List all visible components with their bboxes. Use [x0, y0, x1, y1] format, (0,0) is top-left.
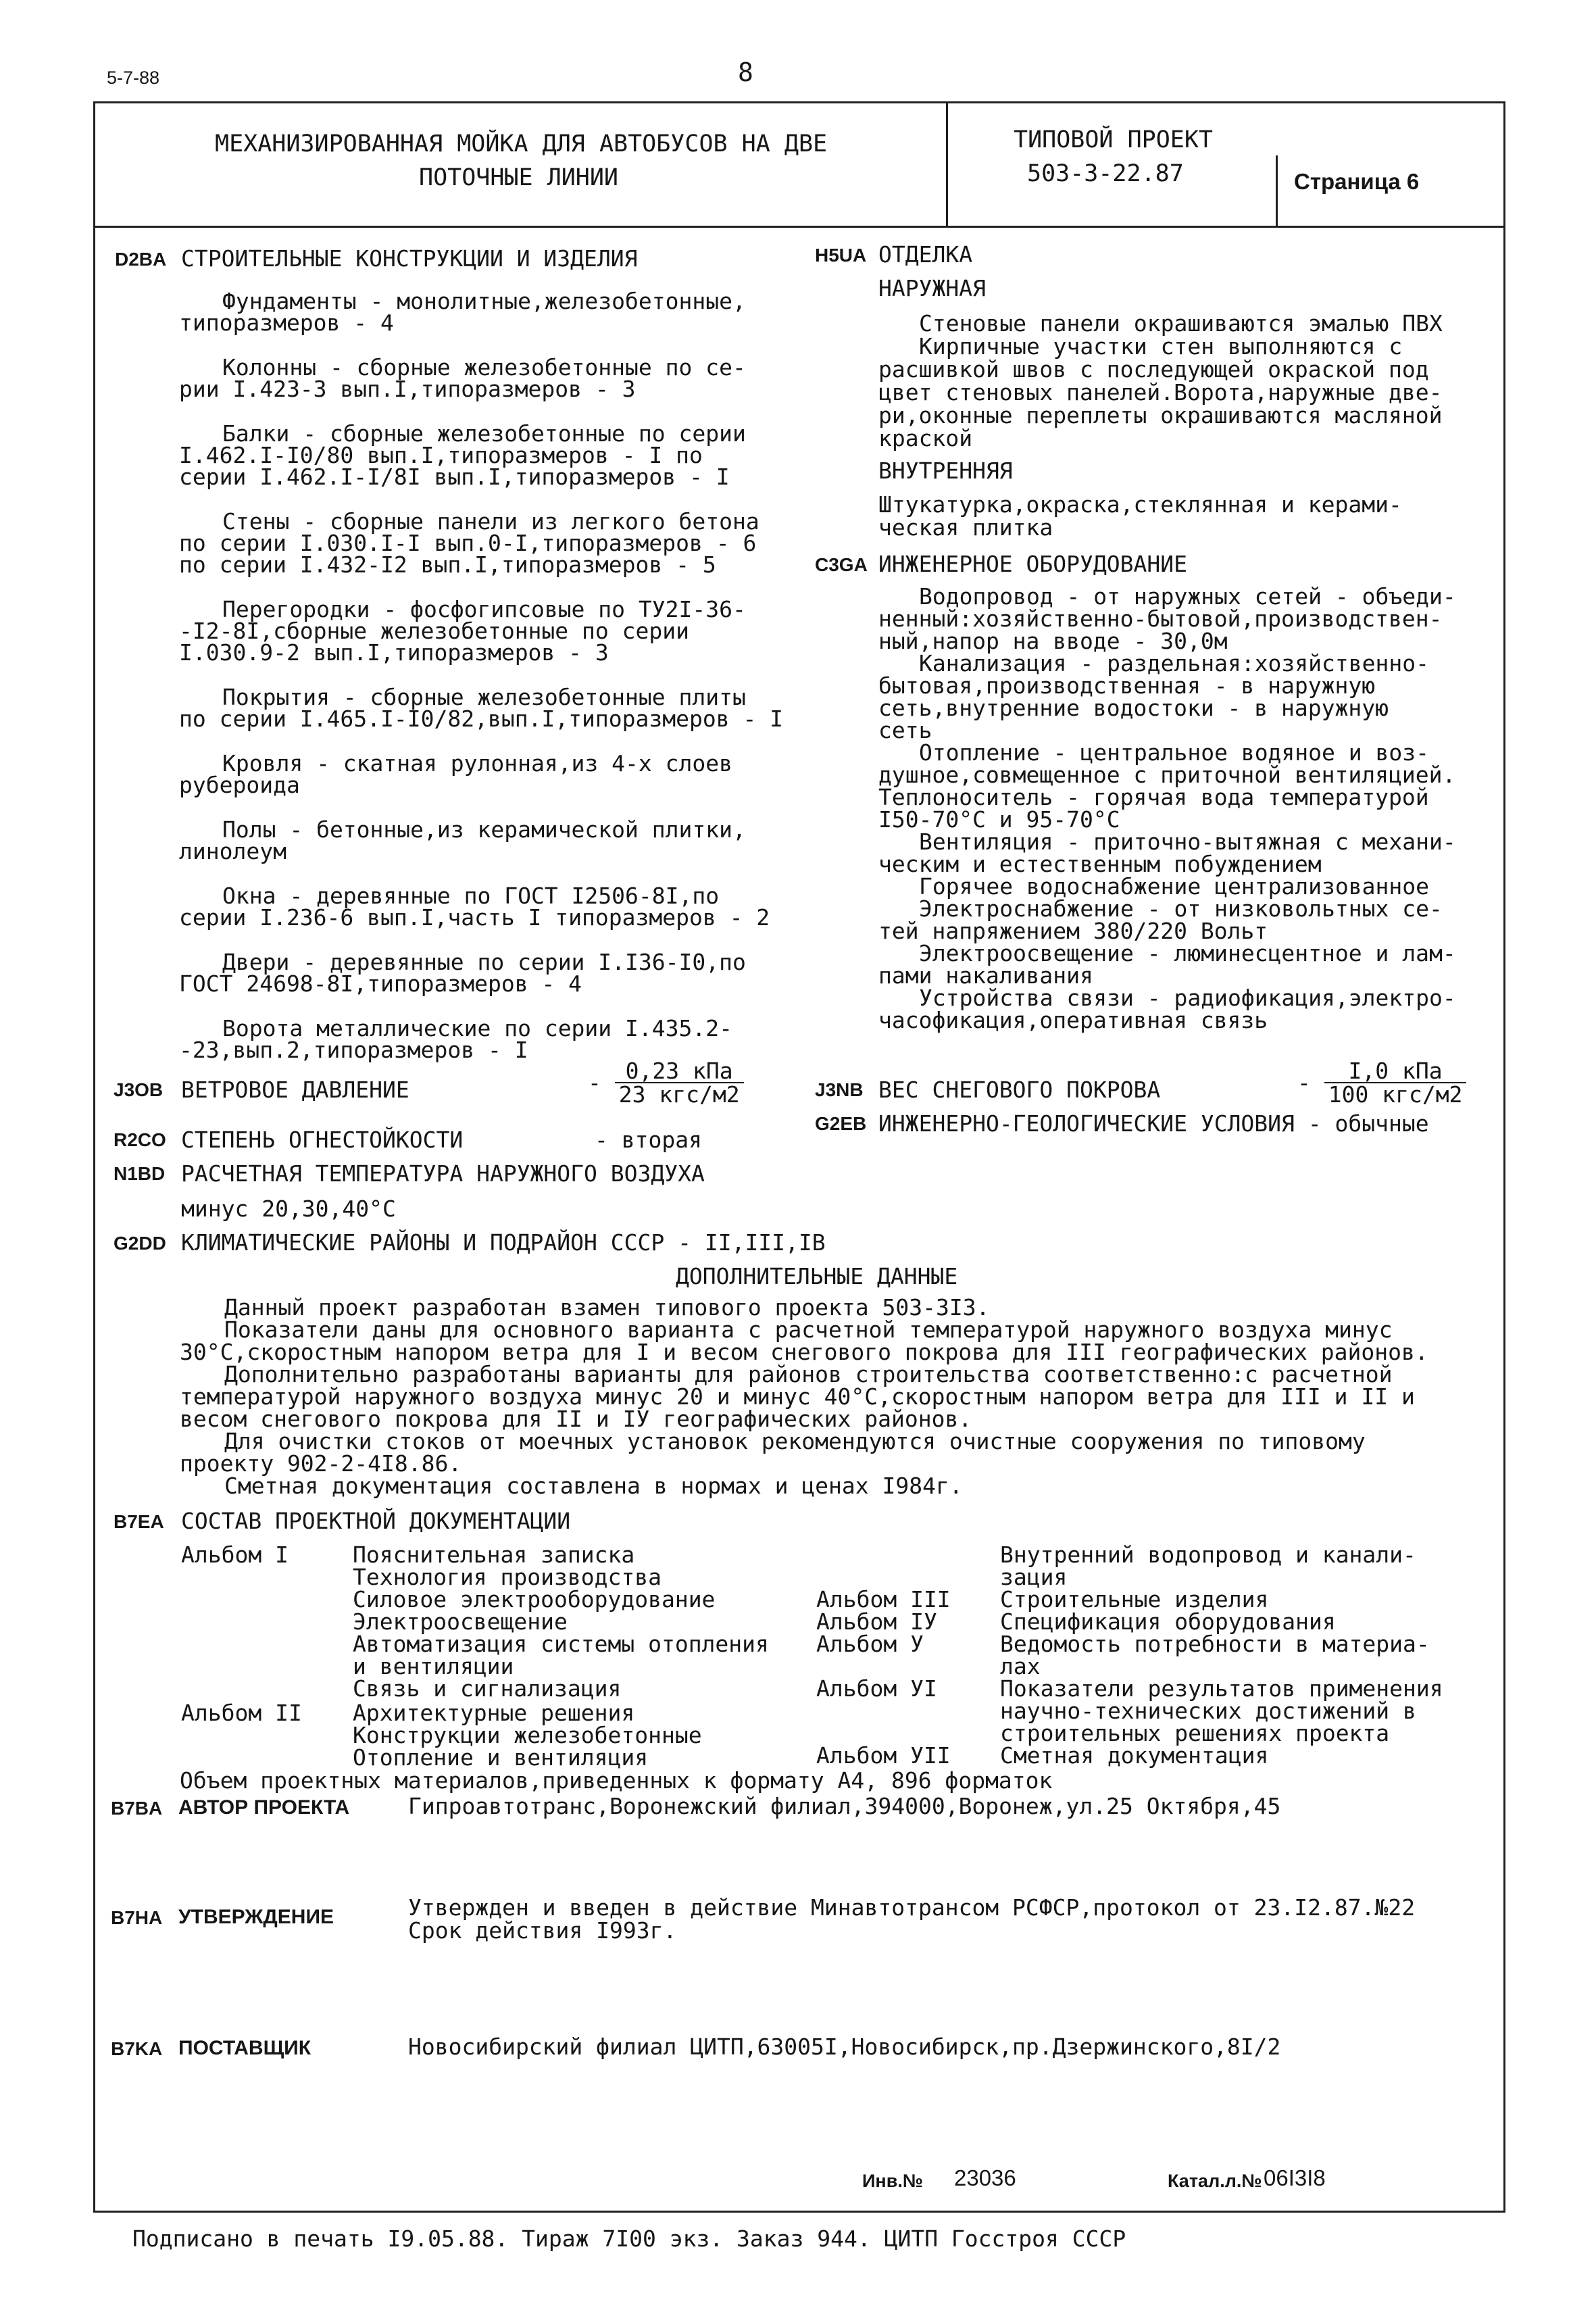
additional-text-line: 30°C,скоростным напором ветра для I и весом снегового покрова для III географических районов.	[180, 1339, 1428, 1365]
construction-item-line: Покрытия - сборные железобетонные плиты	[222, 684, 746, 710]
approval-line2: Срок действия I993г.	[408, 1917, 677, 1944]
section-title-construction: СТРОИТЕЛЬНЫЕ КОНСТРУКЦИИ И ИЗДЕЛИЯ	[181, 245, 638, 272]
construction-item	[179, 1015, 828, 1063]
additional-text-line: Дополнительно разработаны варианты для районов строительства соответственно:с расчетной	[224, 1361, 1393, 1387]
album-text-line: зация	[1000, 1564, 1068, 1590]
snow-label: ВЕС СНЕГОВОГО ПОКРОВА	[878, 1077, 1161, 1103]
construction-item-line: Фундаменты - монолитные,железобетонные,	[222, 288, 746, 314]
album1-item: Технология производства	[353, 1564, 662, 1590]
volume-text: Объем проектных материалов,приведенных к формату А4, 896 форматок	[180, 1767, 1053, 1794]
engineering-text-line: бытовая,производственная - в наружную	[878, 672, 1376, 699]
construction-item-line: серии I.462.I-I/8I вып.I,типоразмеров - I	[179, 464, 730, 490]
project-label: ТИПОВОЙ ПРОЕКТ	[1014, 126, 1214, 153]
album-row	[816, 1744, 1492, 1767]
construction-item-line: I.462.I-I0/80 вып.I,типоразмеров - I по	[179, 442, 703, 468]
engineering-text-line: Электроосвещение - люминесцентное и лам-	[919, 940, 1456, 966]
album2-items	[353, 1702, 702, 1769]
temp-value: минус 20,30,40°C	[181, 1196, 396, 1222]
album2-label: Альбом II	[181, 1700, 302, 1726]
exterior-label: НАРУЖНАЯ	[878, 275, 986, 301]
engineering-text-line: сеть	[878, 717, 932, 743]
inventory-value: 23036	[954, 2165, 1016, 2190]
header-vline-1	[946, 101, 948, 227]
construction-item	[179, 684, 828, 732]
construction-item	[179, 420, 828, 490]
page-number: 8	[738, 57, 753, 87]
construction-item-line: Колонны - сборные железобетонные по се-	[222, 354, 746, 380]
composition-code: B7EA	[114, 1511, 164, 1532]
album2-item: Отопление и вентиляция	[353, 1744, 649, 1771]
snow-denominator: 100 кгс/м2	[1328, 1081, 1463, 1108]
construction-item-line: -I2-8I,сборные железобетонные по серии	[179, 618, 689, 644]
album1-item: Пояснительная записка	[353, 1542, 635, 1568]
construction-item	[179, 288, 828, 336]
construction-item-line: по серии I.465.I-I0/82,вып.I,типоразмеров - I	[179, 706, 784, 732]
album1-item: Силовое электрооборудование	[353, 1586, 716, 1613]
snow-value	[1297, 1060, 1466, 1106]
engineering-text-line: ный,напор на вводе - 30,0м	[878, 628, 1228, 654]
construction-item-line: типоразмеров - 4	[179, 310, 394, 336]
supplier-code: B7KA	[111, 2038, 163, 2059]
album1-item: Связь и сигнализация	[353, 1675, 622, 1702]
album-text-line: Ведомость потребности в материа-	[1000, 1631, 1430, 1657]
section-code-d2ba: D2BA	[115, 249, 167, 270]
section-title-engineering: ИНЖЕНЕРНОЕ ОБОРУДОВАНИЕ	[878, 551, 1187, 577]
exterior-text-line: расшивкой швов с последующей окраской под	[878, 356, 1429, 383]
section-code-h5ua: H5UA	[815, 245, 867, 266]
engineering-text	[878, 585, 1493, 1031]
additional-text-line: проекту 902-2-4I8.86.	[180, 1450, 462, 1477]
engineering-text-line: Отопление - центральное водяное и воз-	[919, 739, 1429, 766]
fire-code: R2CO	[114, 1129, 166, 1150]
catalog-value: 06I3I8	[1264, 2165, 1326, 2190]
construction-item	[179, 816, 828, 864]
right-albums	[816, 1544, 1492, 1767]
interior-text-line: Штукатурка,окраска,стеклянная и керами-	[878, 491, 1402, 518]
author-label: АВТОР ПРОЕКТА	[178, 1796, 350, 1819]
construction-item	[179, 596, 828, 666]
construction-item-line: Окна - деревянные по ГОСТ I2506-8I,по	[222, 883, 720, 909]
approval-line1: Утвержден и введен в действие Минавтотрансом РСФСР,протокол от 23.I2.87.№22	[408, 1894, 1416, 1921]
wind-code: J3OB	[114, 1079, 164, 1100]
construction-item-line: по серии I.432-I2 вып.I,типоразмеров - 5	[179, 551, 716, 578]
author-code: B7BA	[111, 1798, 163, 1819]
album1-item: и вентиляции	[353, 1653, 514, 1679]
additional-text-line: температурой наружного воздуха минус 20 и минус 40°C,скоростным напором ветра для III и II и	[180, 1383, 1415, 1410]
supplier-text: Новосибирский филиал ЦИТП,63005I,Новосибирск,пр.Дзержинского,8I/2	[408, 2034, 1281, 2060]
header-vline-2	[1276, 155, 1278, 227]
construction-item-line: Ворота металлические по серии I.435.2-	[222, 1015, 732, 1041]
construction-item-line: Полы - бетонные,из керамической плитки,	[222, 816, 746, 843]
header-divider	[93, 226, 1505, 228]
engineering-text-line: I50-70°C и 95-70°C	[878, 806, 1120, 833]
construction-item-line: -23,вып.2,типоразмеров - I	[179, 1037, 528, 1063]
construction-item-line: Двери - деревянные по серии I.I36-I0,по	[222, 949, 746, 975]
construction-item	[179, 885, 828, 929]
album1-items	[353, 1544, 769, 1700]
project-code: 503-3-22.87	[1027, 160, 1184, 187]
interior-text-line: ческая плитка	[878, 514, 1053, 541]
additional-text-line: Данный проект разработан взамен типового проекта 503-3I3.	[224, 1294, 990, 1321]
engineering-text-line: Электроснабжение - от низковольтных се-	[919, 895, 1443, 922]
header-title-line2: ПОТОЧНЫЕ ЛИНИИ	[419, 164, 619, 191]
construction-item-line: Балки - сборные железобетонные по серии	[222, 420, 746, 447]
construction-item-line: Кровля - скатная рулонная,из 4-х слоев	[222, 750, 732, 777]
additional-title: ДОПОЛНИТЕЛЬНЫЕ ДАННЫЕ	[676, 1263, 958, 1289]
engineering-text-line: пами накаливания	[878, 962, 1093, 989]
album-row	[816, 1633, 1492, 1677]
engineering-text-line: Горячее водоснабжение централизованное	[919, 873, 1429, 900]
album1-label: Альбом I	[181, 1542, 289, 1568]
album-label: Альбом IУ	[816, 1608, 937, 1635]
album-row	[816, 1544, 1492, 1588]
engineering-text-line: сеть,внутренние водостоки - в наружную	[878, 695, 1389, 721]
construction-item-line: Перегородки - фосфогипсовые по ТУ2I-36-	[222, 596, 746, 622]
exterior-text-line: Кирпичные участки стен выполняются с	[919, 333, 1403, 360]
album2-item: Архитектурные решения	[353, 1700, 635, 1726]
album-text-line: научно-технических достижений в	[1000, 1698, 1416, 1724]
album-label: Альбом III	[816, 1586, 951, 1613]
climate-code: G2DD	[114, 1233, 166, 1254]
engineering-text-line: Устройства связи - радиофикация,электро-	[919, 985, 1456, 1011]
catalog-label: Катал.л.№	[1168, 2171, 1262, 2191]
album-text-line: Спецификация оборудования	[1000, 1608, 1336, 1635]
wind-dash: -	[588, 1069, 615, 1096]
climate-label: КЛИМАТИЧЕСКИЕ РАЙОНЫ И ПОДРАЙОН СССР - II,III,IB	[181, 1229, 826, 1256]
snow-code: J3NB	[815, 1079, 864, 1100]
geo-label: ИНЖЕНЕРНО-ГЕОЛОГИЧЕСКИЕ УСЛОВИЯ - обычные	[878, 1110, 1429, 1137]
engineering-text-line: Вентиляция - приточно-вытяжная с механи-	[919, 829, 1456, 855]
construction-item	[179, 750, 828, 798]
snow-dash: -	[1297, 1069, 1324, 1096]
additional-text-line: Для очистки стоков от моечных установок рекомендуются очистные сооружения по типовому	[224, 1428, 1366, 1454]
additional-text	[180, 1296, 1497, 1497]
document-date: 5-7-88	[107, 68, 160, 88]
engineering-text-line: душное,совмещенное с приточной вентиляцией.	[878, 762, 1456, 788]
engineering-text-line: часофикация,оперативная связь	[878, 1007, 1268, 1033]
construction-item-line: серии I.236-6 вып.I,часть I типоразмеров - 2	[179, 904, 770, 931]
construction-item-line: I.030.9-2 вып.I,типоразмеров - 3	[179, 639, 609, 666]
page-label: Страница 6	[1294, 169, 1420, 194]
album-text-line: Строительные изделия	[1000, 1586, 1269, 1613]
album-text-line: Показатели результатов применения	[1000, 1675, 1443, 1702]
approval-label: УТВЕРЖДЕНИЕ	[178, 1906, 334, 1928]
construction-item	[179, 354, 828, 402]
wind-label: ВЕТРОВОЕ ДАВЛЕНИЕ	[181, 1077, 409, 1103]
snow-numerator: I,0 кПа	[1324, 1060, 1467, 1083]
construction-item-line: рии I.423-3 вып.I,типоразмеров - 3	[179, 376, 636, 402]
album1-item: Автоматизация системы отопления	[353, 1631, 769, 1657]
album-row	[816, 1677, 1492, 1744]
exterior-text-line: ри,оконные переплеты окрашиваются масляной	[878, 402, 1443, 428]
engineering-text-line: тей напряжением 380/220 Вольт	[878, 918, 1268, 944]
album-label: Альбом УI	[816, 1675, 937, 1702]
wind-denominator: 23 кгс/м2	[618, 1081, 740, 1108]
album-row	[816, 1610, 1492, 1633]
approval-code: B7HA	[111, 1907, 163, 1928]
engineering-text-line: ненный:хозяйственно-бытовой,производствен-	[878, 606, 1443, 632]
engineering-text-line: ческим и естественным побуждением	[878, 851, 1322, 877]
construction-item-line: ГОСТ 24698-8I,типоразмеров - 4	[179, 970, 582, 997]
album-text-line: строительных решениях проекта	[1000, 1720, 1390, 1746]
inventory-label: Инв.№	[862, 2171, 923, 2191]
composition-title: СОСТАВ ПРОЕКТНОЙ ДОКУМЕНТАЦИИ	[181, 1508, 571, 1534]
section-title-finishing: ОТДЕЛКА	[878, 241, 973, 268]
album-text-line: Сметная документация	[1000, 1742, 1269, 1769]
wind-fraction	[615, 1060, 744, 1106]
album1-item: Электроосвещение	[353, 1608, 568, 1635]
exterior-text-line: цвет стеновых панелей.Ворота,наружные две-	[878, 379, 1443, 405]
album-label: Альбом У	[816, 1631, 924, 1657]
album-text-line: Внутренний водопровод и канали-	[1000, 1542, 1416, 1568]
fire-value: - вторая	[595, 1127, 702, 1153]
additional-text-line: Показатели даны для основного варианта с расчетной температурой наружного воздуха минус	[224, 1316, 1393, 1343]
additional-text-line: весом снегового покрова для II и IУ географических районов.	[180, 1406, 972, 1432]
engineering-text-line: Канализация - раздельная:хозяйственно-	[919, 650, 1429, 676]
wind-value	[588, 1060, 744, 1106]
construction-item-line: линолеум	[179, 838, 286, 864]
construction-item	[179, 508, 828, 578]
exterior-finishing-text	[878, 312, 1493, 450]
geo-code: G2EB	[815, 1113, 867, 1134]
construction-item-line: Стены - сборные панели из легкого бетона	[222, 508, 759, 535]
album-label: Альбом УII	[816, 1742, 951, 1769]
album-row	[816, 1586, 1492, 1613]
interior-finishing-text	[878, 493, 1493, 539]
album2-item: Конструкции железобетонные	[353, 1722, 702, 1748]
header-title-line1: МЕХАНИЗИРОВАННАЯ МОЙКА ДЛЯ АВТОБУСОВ НА ДВЕ	[215, 130, 828, 157]
engineering-text-line: Теплоноситель - горячая вода температурой	[878, 784, 1429, 810]
album-text-line: лах	[1000, 1653, 1041, 1679]
author-text: Гипроавтотранс,Воронежский филиал,394000,Воронеж,ул.25 Октября,45	[408, 1793, 1281, 1819]
section-code-c3ga: C3GA	[815, 554, 868, 575]
additional-text-line: Сметная документация составлена в нормах и ценах I984г.	[224, 1473, 963, 1499]
temp-label: РАСЧЕТНАЯ ТЕМПЕРАТУРА НАРУЖНОГО ВОЗДУХА	[181, 1160, 705, 1187]
wind-numerator: 0,23 кПа	[615, 1060, 744, 1083]
temp-code: N1BD	[114, 1163, 166, 1184]
construction-item	[179, 949, 828, 997]
print-info: Подписано в печать I9.05.88. Тираж 7I00 экз. Заказ 944. ЦИТП Госстроя СССР	[132, 2225, 1126, 2252]
fire-label: СТЕПЕНЬ ОГНЕСТОЙКОСТИ	[181, 1127, 464, 1153]
construction-items	[179, 288, 828, 1084]
construction-item-line: по серии I.030.I-I вып.0-I,типоразмеров - 6	[179, 530, 757, 556]
snow-fraction	[1324, 1060, 1467, 1106]
interior-label: ВНУТРЕННЯЯ	[878, 458, 1013, 484]
supplier-label: ПОСТАВЩИК	[178, 2037, 311, 2059]
construction-item-line: рубероида	[179, 772, 300, 798]
exterior-text-line: Стеновые панели окрашиваются эмалью ПВХ	[919, 310, 1443, 337]
engineering-text-line: Водопровод - от наружных сетей - объеди-	[919, 583, 1456, 610]
exterior-text-line: краской	[878, 425, 973, 451]
